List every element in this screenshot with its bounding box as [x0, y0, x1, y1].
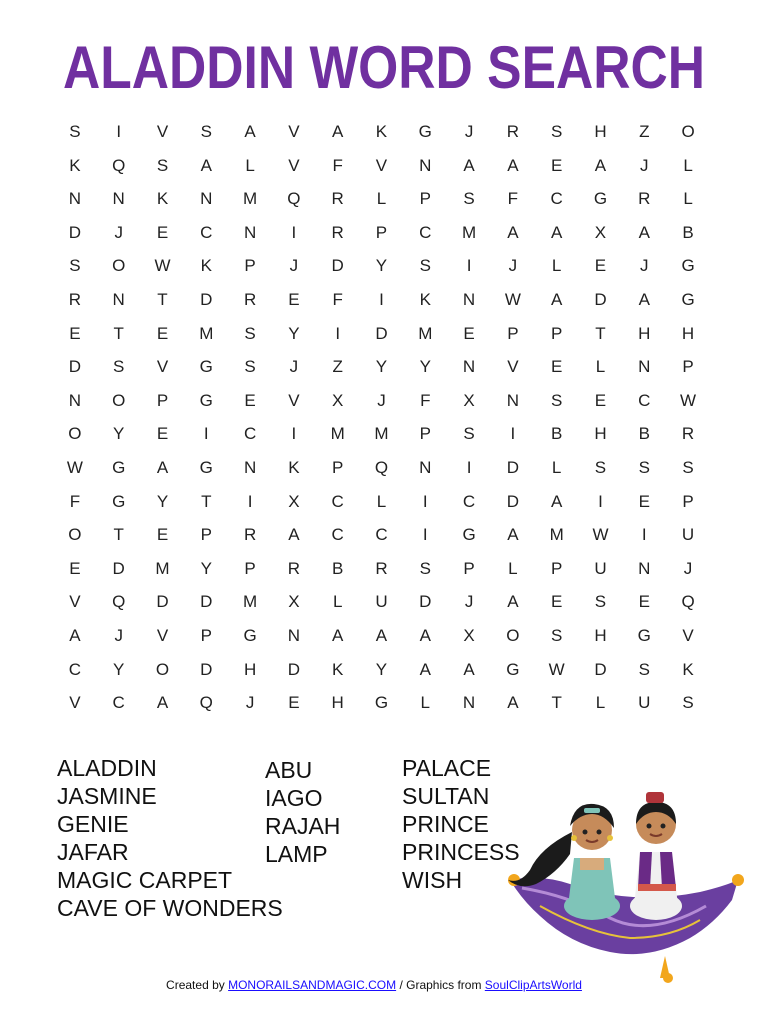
grid-letter: S: [69, 122, 81, 141]
grid-letter: M: [374, 424, 389, 444]
word-list-item: ABU: [265, 757, 313, 783]
grid-letter: X: [332, 390, 344, 410]
grid-letter: Y: [200, 558, 212, 578]
grid-letter: W: [504, 289, 521, 309]
grid-letter: A: [156, 693, 169, 713]
grid-letter: A: [550, 491, 563, 511]
grid-letter: J: [508, 256, 518, 276]
grid-letter: A: [332, 122, 344, 141]
grid-letter: J: [464, 122, 474, 141]
grid-letter: S: [113, 357, 125, 377]
grid-letter: D: [68, 222, 82, 242]
grid-letter: H: [594, 424, 607, 444]
grid-letter: O: [68, 525, 82, 545]
word-list-item: GENIE: [57, 811, 129, 837]
grid-letter: D: [200, 289, 213, 309]
grid-letter: S: [419, 558, 431, 578]
word-list-item: LAMP: [265, 841, 328, 867]
grid-letter: Y: [156, 491, 169, 511]
grid-letter: L: [420, 693, 430, 713]
grid-letter: A: [332, 625, 344, 645]
grid-letter: Y: [113, 659, 125, 679]
grid-letter: G: [112, 457, 126, 477]
grid-letter: R: [375, 558, 388, 578]
grid-letter: R: [243, 289, 257, 309]
grid-letter: N: [243, 457, 257, 477]
grid-letter: R: [287, 558, 301, 578]
grid-letter: J: [289, 357, 299, 377]
grid-letter: X: [463, 625, 475, 645]
grid-letter: B: [638, 424, 650, 444]
grid-letter: V: [156, 357, 169, 377]
grid-letter: N: [112, 289, 125, 309]
grid-letter: G: [418, 122, 432, 141]
grid-letter: A: [288, 525, 300, 545]
grid-letter: W: [66, 457, 83, 477]
grid-letter: E: [288, 289, 300, 309]
grid-letter: A: [638, 222, 650, 242]
grid-letter: E: [69, 558, 81, 578]
grid-letter: N: [638, 357, 651, 377]
grid-letter: G: [243, 625, 257, 645]
grid-letter: J: [640, 256, 649, 276]
grid-letter: R: [243, 525, 257, 545]
grid-letter: Z: [332, 357, 343, 377]
grid-letter: V: [69, 592, 81, 612]
grid-letter: R: [68, 289, 82, 309]
grid-letter: P: [244, 558, 256, 578]
grid-letter: V: [507, 357, 519, 377]
word-list-item: MAGIC CARPET: [57, 867, 233, 893]
grid-letter: V: [375, 155, 388, 175]
grid-letter: T: [113, 525, 124, 545]
grid-letter: E: [594, 256, 607, 276]
grid-letter: P: [156, 390, 169, 410]
grid-letter: O: [112, 256, 126, 276]
aladdin-figure: [630, 792, 682, 920]
grid-letter: M: [243, 592, 258, 612]
grid-letter: A: [463, 659, 475, 679]
word-list-item: PRINCE: [402, 811, 489, 837]
grid-letter: D: [287, 659, 301, 679]
grid-letter: P: [682, 491, 694, 511]
grid-letter: U: [594, 558, 607, 578]
grid-letter: X: [288, 491, 300, 511]
grid-letter: W: [680, 390, 697, 410]
grid-letter: N: [68, 189, 82, 209]
grid-letter: D: [506, 457, 519, 477]
grid-letter: D: [156, 592, 169, 612]
grid-letter: A: [638, 289, 650, 309]
grid-letter: P: [419, 424, 431, 444]
grid-letter: A: [419, 625, 431, 645]
grid-letter: I: [641, 525, 647, 545]
grid-letter: Y: [288, 323, 300, 343]
grid-letter: O: [506, 625, 520, 645]
grid-letter: E: [288, 693, 300, 713]
word-search-grid: [53, 115, 710, 720]
grid-letter: L: [376, 491, 387, 511]
grid-letter: V: [682, 625, 694, 645]
word-list-item: SULTAN: [402, 783, 490, 809]
grid-letter: I: [379, 289, 384, 309]
grid-letter: R: [681, 424, 695, 444]
grid-letter: D: [594, 289, 607, 309]
grid-letter: F: [332, 155, 343, 175]
grid-letter: J: [640, 155, 649, 175]
grid-letter: H: [681, 323, 695, 343]
grid-letter: E: [244, 390, 256, 410]
grid-letter: N: [506, 390, 519, 410]
grid-letter: M: [155, 558, 170, 578]
grid-letter: L: [551, 256, 562, 276]
grid-letter: A: [550, 289, 563, 309]
grid-letter: V: [288, 122, 300, 141]
grid-letter: O: [681, 122, 695, 141]
grid-letter: K: [375, 122, 388, 141]
grid-letter: K: [419, 289, 431, 309]
grid-letter: Y: [375, 659, 388, 679]
grid-letter: A: [69, 625, 81, 645]
grid-letter: O: [155, 659, 170, 679]
word-list-item: PRINCESS: [402, 839, 520, 865]
grid-letter: E: [156, 424, 169, 444]
grid-letter: N: [112, 189, 125, 209]
grid-letter: N: [462, 357, 476, 377]
grid-letter: S: [682, 693, 694, 713]
grid-letter: J: [114, 222, 123, 242]
grid-letter: N: [243, 222, 257, 242]
grid-letter: L: [595, 693, 606, 713]
grid-letter: W: [548, 659, 565, 679]
grid-letter: E: [550, 592, 563, 612]
grid-letter: U: [375, 592, 388, 612]
grid-letter: C: [638, 390, 651, 410]
grid-letter: K: [156, 189, 169, 209]
grid-letter: J: [464, 592, 474, 612]
grid-letter: Y: [113, 424, 125, 444]
grid-letter: S: [638, 659, 650, 679]
grid-letter: B: [682, 222, 694, 242]
grid-letter: D: [112, 558, 125, 578]
grid-letter: L: [683, 155, 693, 175]
grid-letter: C: [200, 222, 213, 242]
grid-letter: N: [638, 558, 651, 578]
grid-letter: I: [335, 323, 341, 343]
grid-letter: C: [419, 222, 432, 242]
grid-letter: M: [461, 222, 477, 242]
grid-letter: J: [245, 693, 255, 713]
grid-letter: S: [244, 323, 256, 343]
grid-letter: L: [551, 457, 562, 477]
page-title: ALADDIN WORD SEARCH: [62, 34, 706, 101]
grid-letter: E: [550, 357, 563, 377]
grid-letter: G: [199, 457, 213, 477]
grid-letter: C: [331, 491, 344, 511]
grid-letter: Q: [374, 457, 389, 477]
magic-carpet: [508, 874, 744, 983]
grid-letter: P: [244, 256, 256, 276]
grid-letter: N: [419, 155, 432, 175]
word-list-item: IAGO: [265, 785, 323, 811]
grid-letter: G: [506, 659, 520, 679]
grid-letter: C: [462, 491, 476, 511]
grid-letter: A: [507, 693, 519, 713]
grid-letter: I: [422, 525, 428, 545]
grid-letter: E: [156, 323, 169, 343]
grid-letter: K: [288, 457, 300, 477]
footer-prefix: Created by: [166, 978, 229, 992]
grid-letter: Y: [375, 357, 388, 377]
grid-letter: A: [156, 457, 169, 477]
grid-letter: X: [463, 390, 475, 410]
grid-letter: S: [550, 390, 563, 410]
grid-letter: H: [243, 659, 257, 679]
grid-letter: M: [330, 424, 345, 444]
grid-letter: D: [375, 323, 388, 343]
grid-letter: F: [69, 491, 81, 511]
grid-letter: H: [331, 693, 344, 713]
grid-letter: P: [463, 558, 475, 578]
grid-letter: N: [462, 289, 476, 309]
grid-letter: P: [419, 189, 431, 209]
word-list-item: ALADDIN: [57, 755, 157, 781]
grid-letter: A: [507, 525, 519, 545]
grid-letter: A: [200, 155, 212, 175]
word-list-item: CAVE OF WONDERS: [57, 895, 283, 921]
grid-letter: N: [419, 457, 432, 477]
grid-letter: Q: [112, 155, 126, 175]
grid-letter: L: [245, 155, 255, 175]
grid-letter: A: [463, 155, 475, 175]
grid-letter: I: [291, 424, 297, 444]
grid-letter: N: [462, 693, 476, 713]
grid-letter: I: [203, 424, 209, 444]
grid-letter: D: [331, 256, 344, 276]
word-list-column-1: [57, 754, 283, 922]
grid-letter: I: [116, 122, 122, 141]
grid-letter: E: [638, 491, 650, 511]
grid-letter: I: [466, 256, 472, 276]
grid-letter: G: [199, 390, 213, 410]
grid-letter: L: [595, 357, 606, 377]
grid-letter: U: [681, 525, 695, 545]
grid-letter: T: [551, 693, 562, 713]
grid-letter: K: [69, 155, 81, 175]
grid-letter: R: [506, 122, 519, 141]
grid-letter: P: [200, 525, 212, 545]
grid-letter: F: [420, 390, 431, 410]
grid-letter: N: [200, 189, 213, 209]
grid-letter: J: [289, 256, 299, 276]
grid-letter: B: [332, 558, 344, 578]
grid-letter: E: [463, 323, 475, 343]
soulcliparts-link[interactable]: SoulClipArtsWorld: [484, 978, 582, 992]
word-list-column-2: [265, 756, 340, 868]
grid-letter: Y: [419, 357, 431, 377]
grid-letter: K: [332, 659, 344, 679]
grid-letter: U: [638, 693, 651, 713]
grid-letter: B: [550, 424, 563, 444]
grid-letter: V: [69, 693, 81, 713]
grid-letter: S: [156, 155, 169, 175]
grid-letter: J: [683, 558, 693, 578]
grid-letter: P: [200, 625, 212, 645]
grid-letter: A: [594, 155, 607, 175]
grid-letter: E: [156, 525, 169, 545]
word-list-item: RAJAH: [265, 813, 341, 839]
grid-letter: M: [199, 323, 214, 343]
grid-letter: R: [638, 189, 651, 209]
grid-letter: L: [376, 189, 387, 209]
grid-letter: A: [244, 122, 256, 141]
grid-letter: S: [463, 189, 475, 209]
grid-letter: C: [550, 189, 563, 209]
grid-letter: D: [200, 592, 213, 612]
grid-letter: F: [332, 289, 343, 309]
grid-letter: C: [375, 525, 388, 545]
grid-letter: M: [243, 189, 258, 209]
footer-credit: [0, 978, 748, 992]
grid-letter: G: [374, 693, 389, 713]
grid-letter: P: [507, 323, 519, 343]
monorails-link[interactable]: MONORAILSANDMAGIC.COM: [228, 978, 397, 992]
grid-letter: G: [462, 525, 476, 545]
grid-letter: D: [200, 659, 213, 679]
grid-letter: C: [68, 659, 82, 679]
grid-letter: E: [550, 155, 563, 175]
grid-letter: X: [288, 592, 300, 612]
grid-letter: L: [332, 592, 343, 612]
grid-letter: G: [681, 256, 695, 276]
grid-letter: C: [112, 693, 125, 713]
grid-letter: S: [69, 256, 81, 276]
grid-letter: I: [247, 491, 253, 511]
grid-letter: T: [595, 323, 606, 343]
grid-letter: S: [244, 357, 256, 377]
grid-letter: I: [422, 491, 428, 511]
grid-letter: K: [200, 256, 212, 276]
grid-letter: W: [592, 525, 609, 545]
grid-letter: E: [69, 323, 81, 343]
grid-letter: K: [682, 659, 694, 679]
grid-letter: L: [683, 189, 693, 209]
grid-letter: D: [419, 592, 432, 612]
grid-letter: C: [331, 525, 344, 545]
grid-letter: A: [375, 625, 388, 645]
grid-letter: G: [637, 625, 651, 645]
grid-letter: E: [594, 390, 607, 410]
grid-letter: I: [510, 424, 516, 444]
grid-letter: Z: [639, 122, 650, 141]
grid-letter: Y: [375, 256, 388, 276]
grid-letter: G: [199, 357, 213, 377]
grid-letter: S: [594, 457, 607, 477]
grid-letter: Q: [681, 592, 695, 612]
grid-letter: I: [291, 222, 297, 242]
grid-letter: S: [419, 256, 431, 276]
grid-letter: I: [466, 457, 472, 477]
grid-letter: P: [682, 357, 694, 377]
grid-letter: R: [331, 189, 344, 209]
grid-letter: F: [507, 189, 519, 209]
grid-letter: S: [463, 424, 475, 444]
grid-letter: S: [638, 457, 650, 477]
grid-letter: P: [550, 323, 563, 343]
grid-letter: R: [331, 222, 344, 242]
grid-letter: M: [418, 323, 433, 343]
word-list-item: JASMINE: [57, 783, 157, 809]
grid-letter: D: [68, 357, 82, 377]
grid-letter: T: [201, 491, 212, 511]
grid-letter: I: [598, 491, 603, 511]
grid-letter: S: [200, 122, 212, 141]
grid-letter: A: [550, 222, 563, 242]
grid-letter: H: [594, 625, 607, 645]
grid-letter: Q: [199, 693, 213, 713]
grid-letter: G: [681, 289, 695, 309]
footer-middle: / Graphics from: [396, 978, 485, 992]
grid-letter: A: [507, 592, 519, 612]
grid-letter: S: [550, 625, 563, 645]
grid-letter: O: [112, 390, 126, 410]
grid-letter: V: [288, 390, 300, 410]
grid-letter: T: [157, 289, 168, 309]
grid-letter: P: [375, 222, 388, 242]
grid-letter: W: [154, 256, 171, 276]
word-list-item: JAFAR: [57, 839, 129, 865]
grid-letter: G: [112, 491, 126, 511]
grid-letter: H: [638, 323, 651, 343]
grid-letter: P: [332, 457, 344, 477]
grid-letter: V: [156, 625, 169, 645]
grid-letter: A: [507, 155, 519, 175]
aladdin-jasmine-carpet-illustration: [500, 788, 750, 988]
grid-letter: Q: [112, 592, 126, 612]
grid-letter: H: [594, 122, 607, 141]
grid-letter: V: [288, 155, 300, 175]
grid-letter: Q: [287, 189, 301, 209]
grid-letter: A: [419, 659, 431, 679]
grid-letter: G: [593, 189, 608, 209]
grid-letter: T: [113, 323, 124, 343]
grid-letter: J: [377, 390, 386, 410]
grid-letter: A: [507, 222, 519, 242]
word-list-item: PALACE: [402, 755, 492, 781]
grid-letter: M: [549, 525, 564, 545]
grid-letter: L: [508, 558, 518, 578]
grid-letter: N: [68, 390, 82, 410]
grid-letter: E: [156, 222, 169, 242]
grid-letter: P: [550, 558, 563, 578]
grid-letter: S: [594, 592, 607, 612]
grid-letter: D: [594, 659, 607, 679]
grid-letter: E: [638, 592, 650, 612]
grid-letter: S: [682, 457, 694, 477]
grid-letter: J: [114, 625, 123, 645]
grid-letter: V: [156, 122, 169, 141]
grid-letter: X: [594, 222, 607, 242]
word-list-item: WISH: [402, 867, 463, 893]
grid-letter: D: [506, 491, 519, 511]
grid-letter: N: [287, 625, 301, 645]
grid-letter: S: [550, 122, 563, 141]
grid-letter: C: [243, 424, 257, 444]
grid-letter: O: [68, 424, 82, 444]
